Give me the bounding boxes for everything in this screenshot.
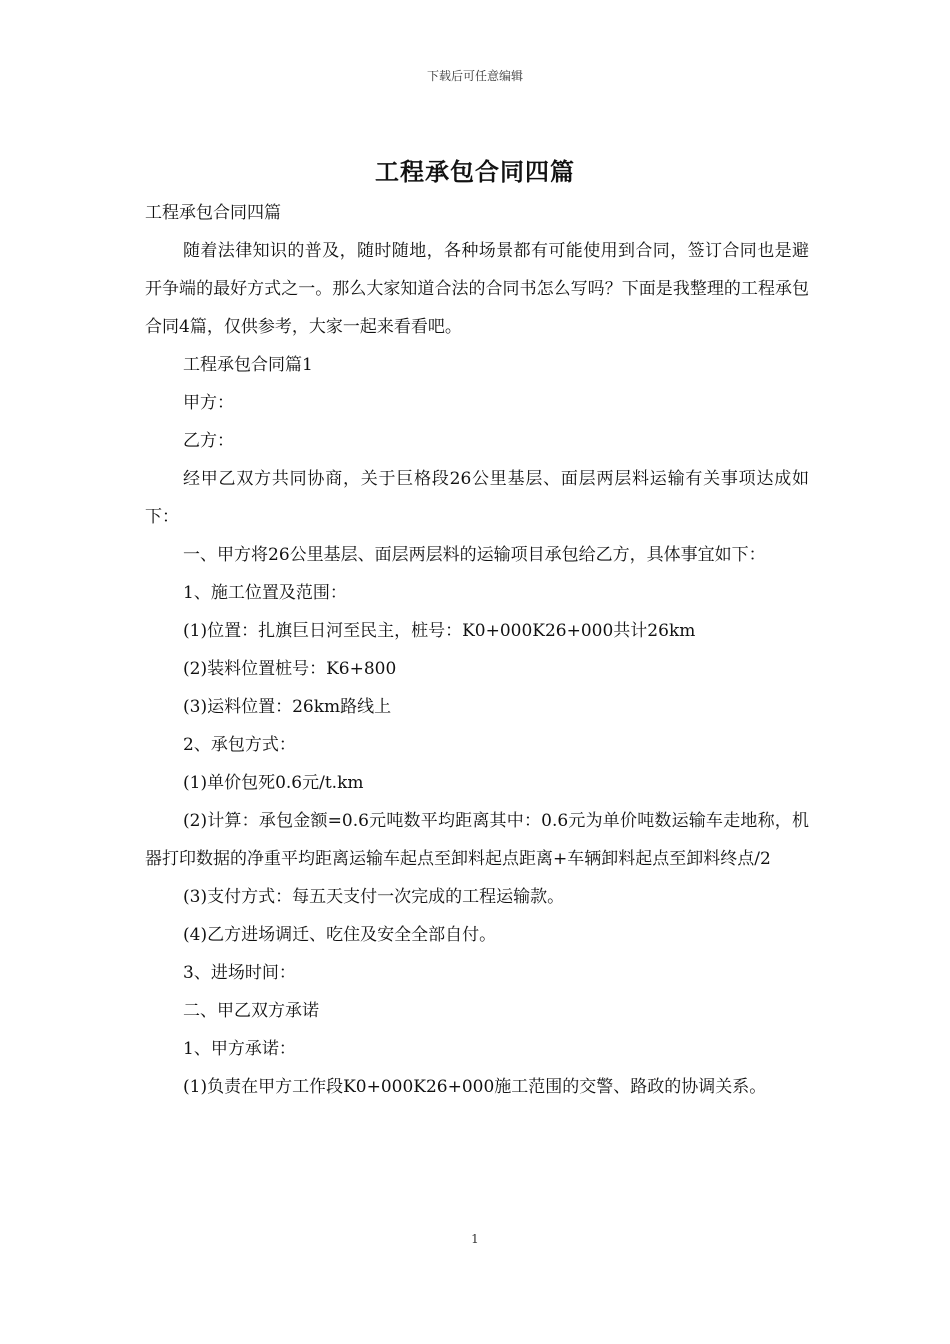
body-paragraph: (1)负责在甲方工作段K0+000K26+000施工范围的交警、路政的协调关系。	[183, 1077, 767, 1097]
subtitle-paragraph: 工程承包合同四篇	[145, 203, 281, 223]
body-paragraph: (1)单价包死0.6元/t.km	[183, 773, 364, 793]
body-paragraph: 1、甲方承诺：	[183, 1039, 296, 1059]
body-paragraph: 经甲乙双方共同协商，关于巨格段26公里基层、面层两层料运输有关事项达成如下：	[145, 469, 809, 527]
party-b-line: 乙方：	[183, 431, 234, 451]
body-paragraph: 二、甲乙双方承诺	[183, 1001, 319, 1021]
section-heading: 工程承包合同篇1	[183, 355, 313, 375]
party-a-line: 甲方：	[183, 393, 234, 413]
body-paragraph: 2、承包方式：	[183, 735, 296, 755]
body-paragraph: (3)运料位置：26km路线上	[183, 697, 392, 717]
body-paragraph: (2)装料位置桩号：K6+800	[183, 659, 397, 679]
intro-paragraph: 随着法律知识的普及，随时随地，各种场景都有可能使用到合同，签订合同也是避开争端的最好方式之一。那么大家知道合法的合同书怎么写吗？下面是我整理的工程承包合同4篇，仅供参考，大家一起来看看吧。	[145, 241, 809, 337]
body-paragraph: 一、甲方将26公里基层、面层两层料的运输项目承包给乙方，具体事宜如下：	[183, 545, 766, 565]
body-paragraph: (2)计算：承包金额=0.6元吨数平均距离其中：0.6元为单价吨数运输车走地称，机器打印数据的净重平均距离运输车起点至卸料起点距离+车辆卸料起点至卸料终点/2	[145, 811, 809, 869]
page-number: 1	[471, 1232, 479, 1246]
body-paragraph: 3、进场时间：	[183, 963, 296, 983]
document-body	[145, 194, 809, 1106]
body-paragraph: (3)支付方式：每五天支付一次完成的工程运输款。	[183, 887, 565, 907]
body-paragraph: 1、施工位置及范围：	[183, 583, 347, 603]
body-paragraph: (1)位置：扎旗巨日河至民主，桩号：K0+000K26+000共计26km	[183, 621, 696, 641]
body-paragraph: (4)乙方进场调迁、吃住及安全全部自付。	[183, 925, 497, 945]
document-title: 工程承包合同四篇	[375, 157, 575, 186]
page-header-note: 下载后可任意编辑	[426, 69, 523, 83]
